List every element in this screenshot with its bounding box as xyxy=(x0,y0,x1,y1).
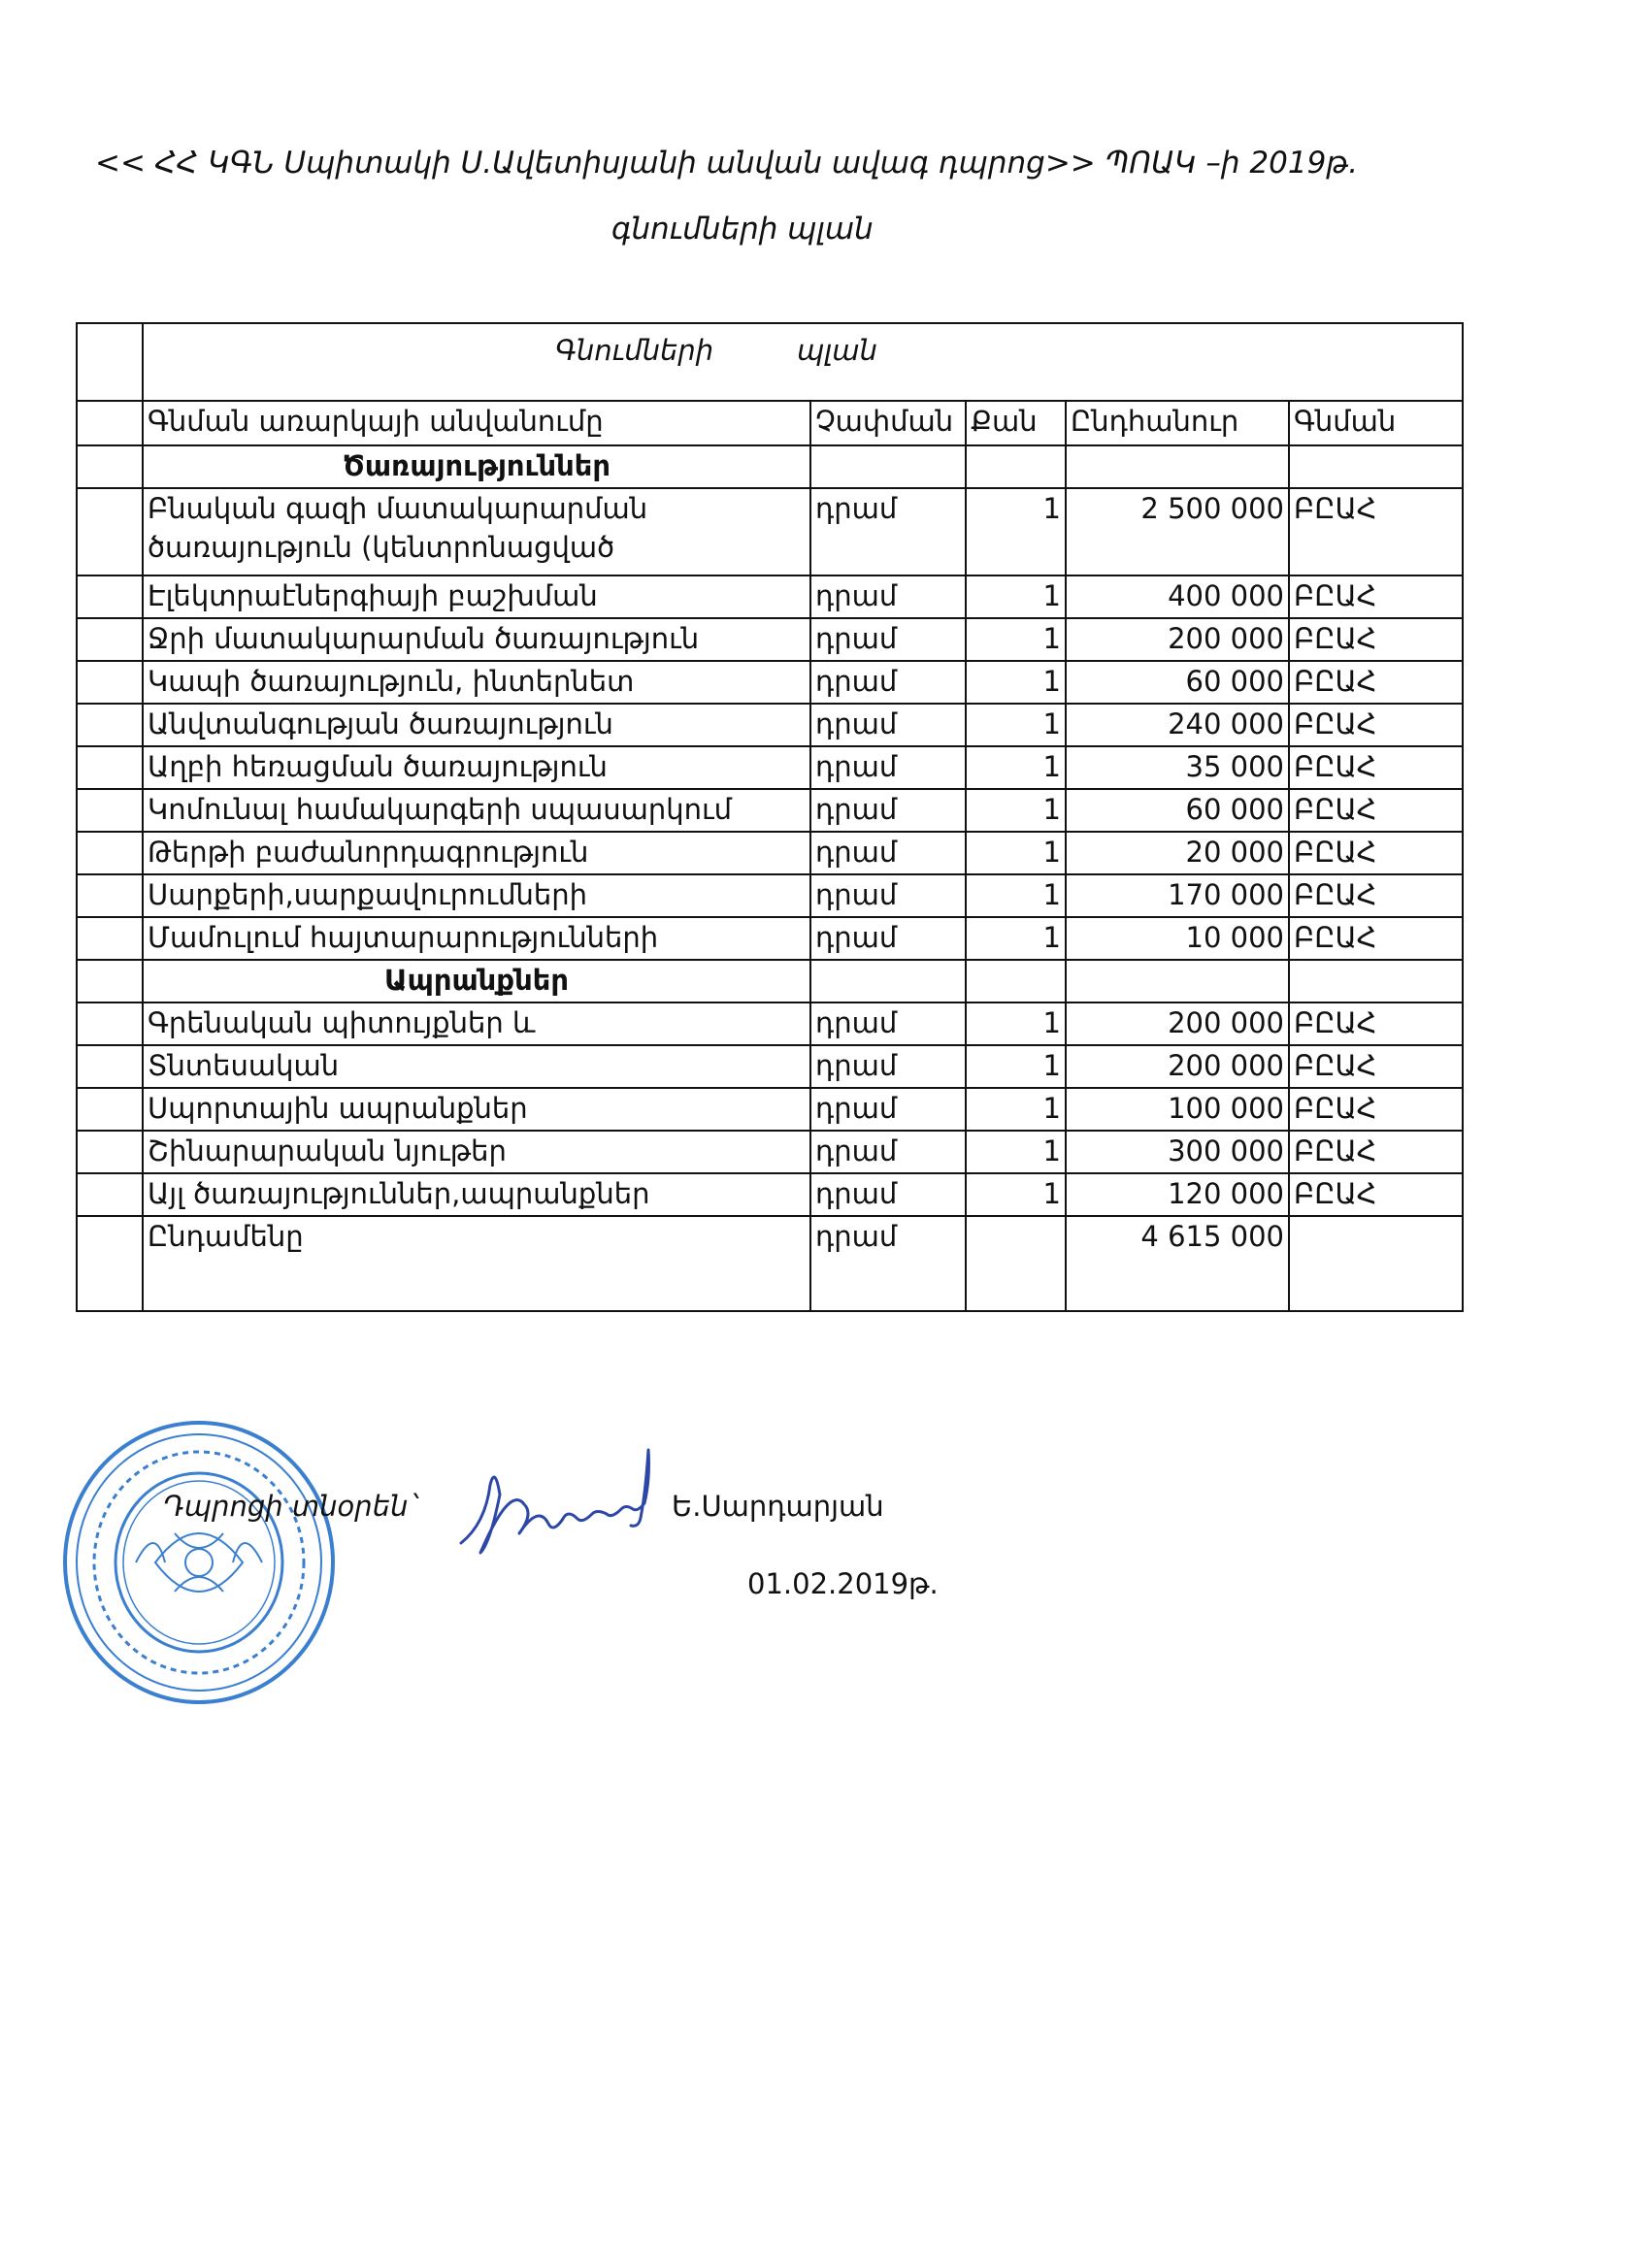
item-unit: դրամ xyxy=(810,832,966,874)
signatory-label: Դպրոցի տնօրեն` xyxy=(163,1490,422,1523)
item-unit: դրամ xyxy=(810,917,966,960)
item-quantity: 1 xyxy=(966,832,1066,874)
item-unit: դրամ xyxy=(810,575,966,618)
item-name: Սարքերի,սարքավուրումների xyxy=(143,874,810,917)
table-row xyxy=(77,661,1463,704)
item-funding-source: ԲԸԱՀ xyxy=(1289,1088,1463,1131)
item-unit: դրամ xyxy=(810,789,966,832)
row-stub xyxy=(77,401,143,445)
table-row xyxy=(77,1003,1463,1045)
item-funding-source: ԲԸԱՀ xyxy=(1289,661,1463,704)
row-stub xyxy=(77,874,143,917)
item-total: 60 000 xyxy=(1066,789,1289,832)
table-row xyxy=(77,746,1463,789)
item-total: 200 000 xyxy=(1066,1003,1289,1045)
item-funding-source: ԲԸԱՀ xyxy=(1289,618,1463,661)
row-stub xyxy=(77,917,143,960)
item-quantity: 1 xyxy=(966,704,1066,746)
item-quantity: 1 xyxy=(966,575,1066,618)
grand-total-value: 4 615 000 xyxy=(1066,1216,1289,1311)
item-funding-source: ԲԸԱՀ xyxy=(1289,917,1463,960)
item-unit: դրամ xyxy=(810,1173,966,1216)
item-name: Այլ ծառայություններ,ապրանքներ xyxy=(143,1173,810,1216)
item-unit: դրամ xyxy=(810,661,966,704)
section-row-goods xyxy=(77,960,1463,1003)
row-stub xyxy=(77,1088,143,1131)
caption-left: Գնումների xyxy=(555,334,714,367)
row-stub xyxy=(77,1216,143,1311)
item-quantity: 1 xyxy=(966,746,1066,789)
item-funding-source: ԲԸԱՀ xyxy=(1289,704,1463,746)
table-row xyxy=(77,1088,1463,1131)
item-total: 20 000 xyxy=(1066,832,1289,874)
row-stub xyxy=(77,746,143,789)
section-title-goods: Ապրանքներ xyxy=(143,960,810,1003)
item-quantity: 1 xyxy=(966,1173,1066,1216)
item-unit: դրամ xyxy=(810,1003,966,1045)
column-header-unit: Չափման xyxy=(810,401,966,445)
item-funding-source: ԲԸԱՀ xyxy=(1289,575,1463,618)
item-name: Կապի ծառայություն, ինտերնետ xyxy=(143,661,810,704)
item-quantity: 1 xyxy=(966,1131,1066,1173)
row-stub xyxy=(77,1003,143,1045)
item-name: Գրենական պիտույքներ և xyxy=(143,1003,810,1045)
item-total: 100 000 xyxy=(1066,1088,1289,1131)
item-quantity: 1 xyxy=(966,1003,1066,1045)
item-quantity: 1 xyxy=(966,917,1066,960)
item-name: Աղբի հեռացման ծառայություն xyxy=(143,746,810,789)
table-row xyxy=(77,575,1463,618)
item-name: Տնտեսական xyxy=(143,1045,810,1088)
row-stub xyxy=(77,1173,143,1216)
item-funding-source: ԲԸԱՀ xyxy=(1289,488,1463,575)
grand-total-unit: դրամ xyxy=(810,1216,966,1311)
item-unit: դրամ xyxy=(810,704,966,746)
procurement-plan-table xyxy=(76,322,1464,1312)
item-total: 60 000 xyxy=(1066,661,1289,704)
table-row xyxy=(77,1131,1463,1173)
item-total: 200 000 xyxy=(1066,618,1289,661)
header-row xyxy=(77,401,1463,445)
table-row xyxy=(77,1045,1463,1088)
item-quantity: 1 xyxy=(966,874,1066,917)
item-total: 400 000 xyxy=(1066,575,1289,618)
caption-right: պլան xyxy=(797,334,877,367)
item-total: 2 500 000 xyxy=(1066,488,1289,575)
item-total: 10 000 xyxy=(1066,917,1289,960)
column-header-name: Գնման առարկայի անվանումը xyxy=(143,401,810,445)
table-row xyxy=(77,874,1463,917)
row-stub xyxy=(77,575,143,618)
item-quantity: 1 xyxy=(966,1045,1066,1088)
row-stub xyxy=(77,445,143,488)
section-row-services xyxy=(77,445,1463,488)
item-funding-source: ԲԸԱՀ xyxy=(1289,1045,1463,1088)
item-name: Մամուլում հայտարարությունների xyxy=(143,917,810,960)
item-quantity: 1 xyxy=(966,488,1066,575)
item-quantity: 1 xyxy=(966,618,1066,661)
item-name: Ջրի մատակարարման ծառայություն xyxy=(143,618,810,661)
item-funding-source: ԲԸԱՀ xyxy=(1289,832,1463,874)
row-stub xyxy=(77,789,143,832)
row-stub xyxy=(77,960,143,1003)
table-row xyxy=(77,917,1463,960)
row-stub xyxy=(77,661,143,704)
row-stub xyxy=(77,832,143,874)
table-caption xyxy=(143,323,1463,401)
item-quantity: 1 xyxy=(966,661,1066,704)
item-unit: դրամ xyxy=(810,746,966,789)
item-total: 200 000 xyxy=(1066,1045,1289,1088)
item-funding-source: ԲԸԱՀ xyxy=(1289,1003,1463,1045)
item-name: Շինարարական նյութեր xyxy=(143,1131,810,1173)
official-stamp xyxy=(58,1417,340,1708)
row-stub xyxy=(77,704,143,746)
item-name: Սպորտային ապրանքներ xyxy=(143,1088,810,1131)
item-funding-source: ԲԸԱՀ xyxy=(1289,1173,1463,1216)
table-row xyxy=(77,789,1463,832)
item-unit: դրամ xyxy=(810,1045,966,1088)
item-unit: դրամ xyxy=(810,1131,966,1173)
column-header-source: Գնման xyxy=(1289,401,1463,445)
column-header-qty: Քան xyxy=(966,401,1066,445)
item-name: Թերթի բաժանորդագրություն xyxy=(143,832,810,874)
item-funding-source: ԲԸԱՀ xyxy=(1289,874,1463,917)
table-row xyxy=(77,488,1463,575)
row-stub xyxy=(77,1045,143,1088)
item-funding-source: ԲԸԱՀ xyxy=(1289,746,1463,789)
table-row xyxy=(77,704,1463,746)
item-total: 300 000 xyxy=(1066,1131,1289,1173)
column-header-total: Ընդհանուր xyxy=(1066,401,1289,445)
item-quantity: 1 xyxy=(966,789,1066,832)
document-date: 01.02.2019թ. xyxy=(747,1567,939,1600)
section-title-services: Ծառայություններ xyxy=(143,445,810,488)
item-name: Էլեկտրաէներգիայի բաշխման xyxy=(143,575,810,618)
item-name: Բնական գազի մատակարարման ծառայություն (կենտրոնացված xyxy=(143,488,810,575)
row-stub xyxy=(77,1131,143,1173)
item-funding-source: ԲԸԱՀ xyxy=(1289,789,1463,832)
document-title: << ՀՀ ԿԳՆ Սպիտակի Ս.Ավետիսյանի անվան ավագ դպրոց>> ՊՈԱԿ –ի 2019թ. xyxy=(95,146,1359,181)
table-row xyxy=(77,618,1463,661)
item-name: Անվտանգության ծառայություն xyxy=(143,704,810,746)
row-stub xyxy=(77,488,143,575)
item-total: 240 000 xyxy=(1066,704,1289,746)
item-unit: դրամ xyxy=(810,874,966,917)
item-total: 170 000 xyxy=(1066,874,1289,917)
director-signature xyxy=(451,1446,675,1562)
item-quantity: 1 xyxy=(966,1088,1066,1131)
document-subtitle: գնումների պլան xyxy=(611,212,874,247)
row-stub xyxy=(77,618,143,661)
grand-total-label: Ընդամենը xyxy=(143,1216,810,1311)
item-unit: դրամ xyxy=(810,1088,966,1131)
item-funding-source: ԲԸԱՀ xyxy=(1289,1131,1463,1173)
signatory-name: Ե.Սարդարյան xyxy=(672,1490,884,1523)
table-row xyxy=(77,1173,1463,1216)
item-total: 120 000 xyxy=(1066,1173,1289,1216)
grand-total-row xyxy=(77,1216,1463,1311)
item-name: Կոմունալ համակարգերի սպասարկում xyxy=(143,789,810,832)
item-total: 35 000 xyxy=(1066,746,1289,789)
item-unit: դրամ xyxy=(810,618,966,661)
table-row xyxy=(77,832,1463,874)
item-unit: դրամ xyxy=(810,488,966,575)
row-stub xyxy=(77,323,143,401)
